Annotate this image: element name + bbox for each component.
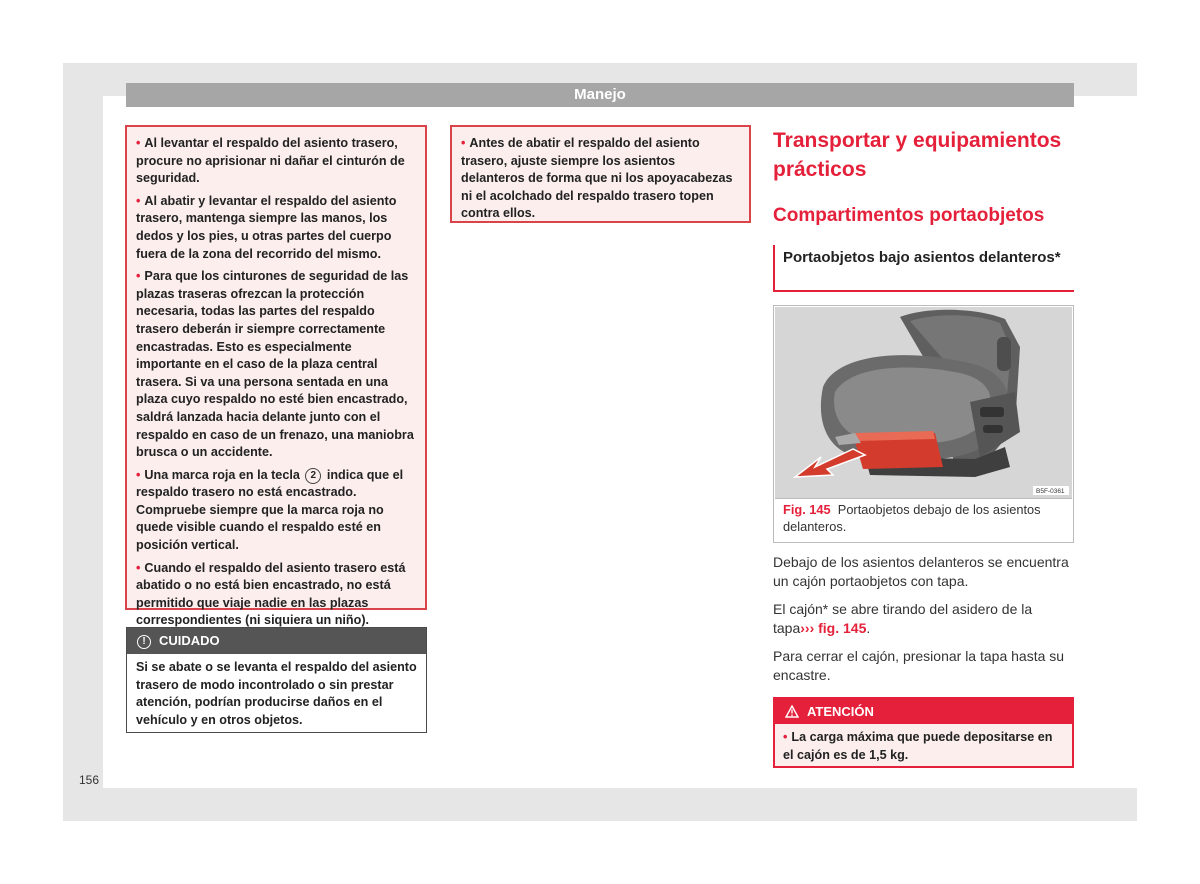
attention-box (773, 697, 1074, 768)
caution-header: ! CUIDADO (127, 628, 426, 654)
page-number: 156 (79, 773, 100, 787)
subsection-title: Portaobjetos bajo asientos delanteros* (773, 245, 1074, 292)
warning-item: • Al levantar el respaldo del asiento trasero, procure no aprisionar ni dañar el cinturón de seguridad. (136, 136, 405, 186)
key-number-icon: 2 (305, 468, 321, 484)
bullet-icon: • (136, 560, 141, 575)
warning-item: • Cuando el respaldo del asiento trasero está abatido o no está bien encastrado, no está permitido que viaje nadie en las plazas correspondientes (ni siquiera un niño). (136, 560, 406, 628)
caution-text: Si se abate o se levanta el respaldo del asiento trasero de modo incontrolado o sin prestar atención, podrían producirse daños en el vehículo y en otros objetos. (136, 660, 417, 727)
figure-145 (773, 305, 1074, 543)
paragraph: Debajo de los asientos delanteros se encuentra un cajón portaobjetos con tapa. (773, 554, 1069, 589)
bullet-icon: • (783, 730, 788, 744)
caution-box (126, 627, 427, 733)
section-title: Compartimentos portaobjetos (773, 205, 1045, 226)
bullet-icon: • (136, 269, 141, 284)
bullet-icon: • (461, 136, 466, 150)
section-header: Manejo (126, 83, 1074, 107)
figure-reference-link[interactable]: ››› fig. 145 (800, 620, 867, 636)
warning-box-middle (450, 125, 751, 223)
warning-triangle-icon (785, 705, 799, 718)
figure-caption: Fig. 145 Portaobjetos debajo de los asientos delanteros. (783, 502, 1041, 534)
seat-illustration-svg (775, 307, 1072, 498)
figure-code: B5F-0361 (1036, 488, 1065, 495)
warning-item: • Al abatir y levantar el respaldo del asiento trasero, mantenga siempre las manos, los dedos y los pies, u otras partes del cuerpo fuera de la zona del recorrido del mismo. (136, 193, 397, 261)
chapter-title: Transportar y equipamientos prácticos (773, 129, 1062, 181)
bullet-icon: • (136, 136, 141, 150)
seat-drawer-illustration (775, 307, 1072, 499)
warning-item: • Para que los cinturones de seguridad de las plazas traseras ofrezcan la protección necesaria, todas las partes del respaldo trasero deberán ir siempre correctamente encastradas. Esto es especialmente importante en el caso de la plaza central trasera. Si va una persona sentada en una plaza cuyo respaldo no esté bien encastrado, saldrá lanzada hacia delante junto con el respaldo en caso de un frenazo, una maniobra brusca o un accidente. (136, 269, 414, 460)
attention-text: • La carga máxima que puede depositarse en el cajón es de 1,5 kg. (783, 730, 1053, 762)
warning-box-left (125, 125, 427, 628)
paragraph: Para cerrar el cajón, presionar la tapa hasta su encastre. (773, 648, 1065, 683)
exclamation-icon: ! (137, 635, 151, 649)
bullet-icon: • (136, 193, 141, 208)
paragraph: El cajón* se abre tirando del asidero de la tapa››› fig. 145. (773, 601, 1033, 636)
attention-header: ATENCIÓN (775, 699, 1072, 724)
warning-item: • Una marca roja en la tecla 2 indica que el respaldo trasero no está encastrado. Compruebe siempre que la marca roja no quede visible cuando el respaldo esté en posición vertical. (136, 467, 404, 553)
bullet-icon: • (136, 467, 141, 482)
warning-item: • Antes de abatir el respaldo del asiento trasero, ajuste siempre los asientos delanteros de forma que ni los apoyacabezas ni el acolchado del respaldo trasero topen contra ellos. (461, 136, 733, 221)
